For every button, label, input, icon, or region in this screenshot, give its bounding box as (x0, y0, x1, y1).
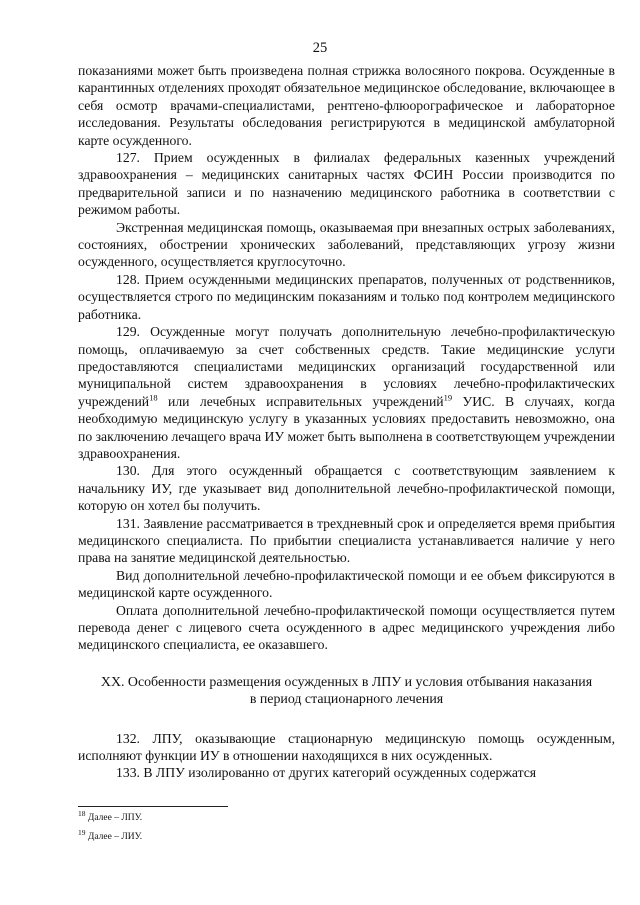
paragraph-129-part-1: 129. Осужденные могут получать дополнительную лечебно-профилактическую помощь, оплачиваемую за счет собственных средств. Такие медицинские услуги предоставляются специалистами медицинских организаций государственной или муниципальной систем здравоохранения в условиях лечебно-профилактических учреждений (78, 324, 615, 409)
footnote-text: Далее – ЛИУ. (87, 832, 143, 842)
paragraph-service-type: Вид дополнительной лечебно-профилактической помощи и ее объем фиксируются в медицинской карте осужденного. (78, 567, 615, 601)
paragraph-128: 128. Прием осужденными медицинских препаратов, полученных от родственников, осуществляется строго по медицинским показаниям и только под контролем медицинского работника. (78, 271, 615, 322)
paragraph-129-part-2: или лечебных исправительных учреждений (168, 393, 444, 409)
paragraph-continuation: показаниями может быть произведена полная стрижка волосяного покрова. Осужденные в карантинных отделениях проходят обязательное медицинское обследование, включающее в себя осмотр врачами-специалистами, рентгено-флюорографическое и лабораторное исследования. Результаты обследования регистрируются в медицинской амбулаторной карте осужденного. (78, 63, 615, 148)
footnotes (78, 808, 143, 851)
page-number: 25 (312, 40, 328, 56)
paragraph-129 (78, 323, 615, 462)
paragraph-127: 127. Прием осужденных в филиалах федеральных казенных учреждений здравоохранения – медицинских санитарных частях ФСИН России производится по предварительной записи и по назначению медицинского работника в соответствии с режимом работы. (78, 150, 615, 218)
section-heading-line-1: XX. Особенности размещения осужденных в ЛПУ и условия отбывания наказания (100, 674, 593, 690)
footnote-ref-18: 18 (149, 392, 158, 403)
footnote-19 (78, 827, 143, 843)
footnote-divider (78, 806, 228, 807)
paragraph-130: 130. Для этого осужденный обращается с соответствующим заявлением к начальнику ИУ, где указывает вид дополнительной лечебно-профилактической помощи, которую он хотел бы получить. (78, 463, 615, 514)
section-heading (78, 674, 615, 709)
paragraph-131: 131. Заявление рассматривается в трехдневный срок и определяется время прибытия медицинского специалиста. По прибытии специалиста устанавливается наличие у него права на занятие медицинской деятельностью. (78, 515, 615, 566)
section-heading-line-2: в период стационарного лечения (249, 692, 444, 708)
paragraph-133: 133. В ЛПУ изолированно от других категорий осужденных содержатся (116, 765, 537, 781)
paragraph-payment: Оплата дополнительной лечебно-профилактической помощи осуществляется путем перевода денег с лицевого счета осужденного в адрес медицинского учреждения либо медицинского специалиста, ее оказавшего. (78, 602, 615, 653)
paragraph-emergency-care: Экстренная медицинская помощь, оказываемая при внезапных острых заболеваниях, состояниях, обострении хронических заболеваний, представляющих угрозу жизни осужденного, осуществляется круглосуточно. (78, 219, 615, 270)
footnote-mark: 18 (78, 808, 86, 818)
footnote-text: Далее – ЛПУ. (87, 813, 143, 823)
footnote-18 (78, 808, 143, 824)
paragraph-132: 132. ЛПУ, оказывающие стационарную медицинскую помощь осужденным, исполняют функции ИУ в отношении находящихся в них осужденных. (78, 730, 615, 764)
footnote-mark: 19 (78, 827, 86, 837)
paragraph-129-part-3: УИС. В случаях, когда необходимую медицинскую услугу в указанных условиях предоставить невозможно, она по заключению лечащего врача ИУ может быть выполнена в соответствующем учреждении здравоохранения. (78, 393, 616, 461)
footnote-ref-19: 19 (443, 392, 453, 403)
body-text (78, 62, 615, 782)
